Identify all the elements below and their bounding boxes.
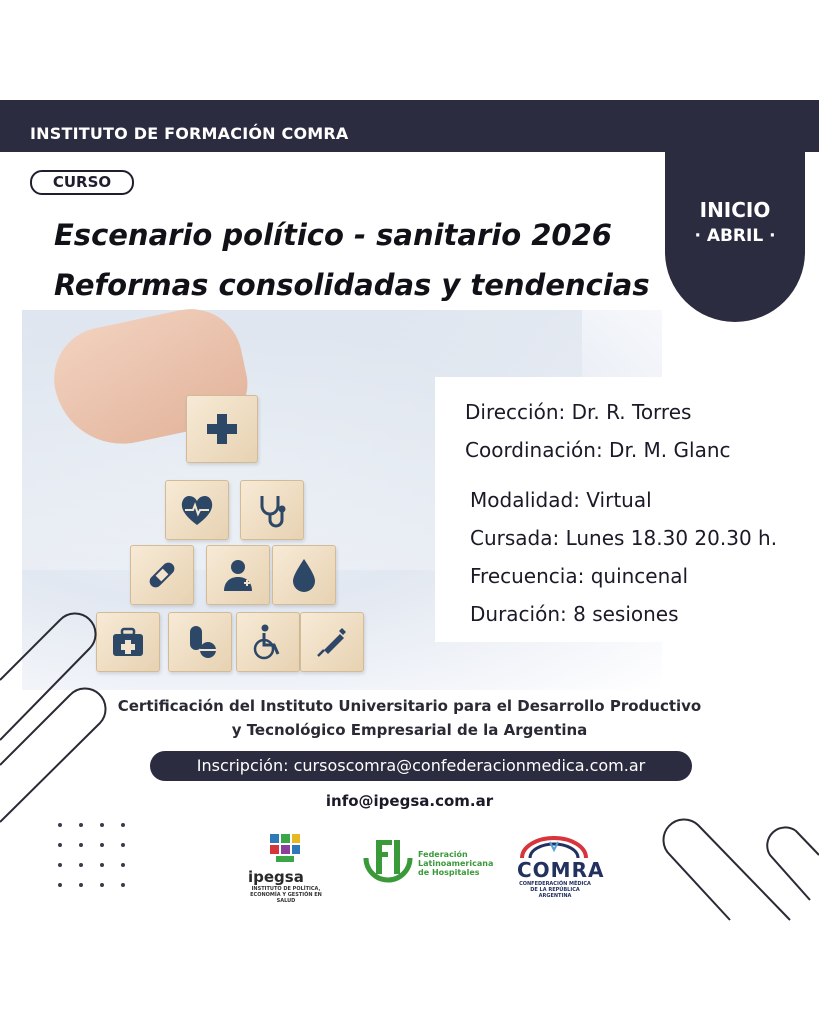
detail-modalidad: Modalidad: Virtual [470,488,652,512]
ipegsa-logo-subtitle: INSTITUTO DE POLÍTICA, ECONOMÍA Y GESTIÓN EN SALUD [250,886,322,904]
block-stethoscope [240,480,304,540]
start-label: INICIO [699,198,771,222]
registration-email[interactable]: Inscripción: cursoscomra@confederacionmedica.com.ar [150,751,692,781]
detail-duracion: Duración: 8 sesiones [470,602,679,626]
plus-icon [202,409,242,449]
stethoscope-icon [252,490,292,530]
detail-coordinacion: Coordinación: Dr. M. Glanc [465,438,731,462]
block-plus [186,395,258,463]
ipegsa-logo-icon [268,832,302,864]
block-pill [168,612,232,672]
drop-icon [284,555,324,595]
institute-title: INSTITUTO DE FORMACIÓN COMRA [30,124,349,143]
comra-logo-name: COMRA [517,858,605,882]
block-doctor [206,545,270,605]
block-drop [272,545,336,605]
course-tag: CURSO [30,170,134,195]
info-email[interactable]: info@ipegsa.com.ar [325,792,494,810]
decorative-arcs-right [640,800,819,940]
flh-logo-name: Federación Latinoamericana de Hospitales [418,850,494,877]
block-syringe [300,612,364,672]
start-month: · ABRIL · [694,226,776,246]
syringe-icon [312,622,352,662]
detail-frecuencia: Frecuencia: quincenal [470,564,689,588]
doctor-icon [218,555,258,595]
comra-logo-subtitle: CONFEDERACIÓN MÉDICA DE LA REPÚBLICA ARGENTINA [519,881,591,899]
certification-line-2: y Tecnológico Empresarial de la Argentina [231,721,588,739]
medical-kit-icon [108,622,148,662]
heart-pulse-icon [177,490,217,530]
flh-logo-icon [362,836,414,888]
pill-icon [180,622,220,662]
certification-line-1: Certificación del Instituto Universitario para el Desarrollo Productivo [117,697,702,715]
detail-cursada: Cursada: Lunes 18.30 20.30 h. [470,526,778,550]
block-bandage [130,545,194,605]
course-title-line-1: Escenario político - sanitario 2026 [54,218,612,252]
start-date-tab [665,100,805,322]
block-wheelchair [236,612,300,672]
comra-logo-arc [518,836,590,860]
course-title-line-2: Reformas consolidadas y tendencias [54,268,650,302]
bandage-icon [142,555,182,595]
detail-direccion: Dirección: Dr. R. Torres [465,400,692,424]
wheelchair-icon [248,622,288,662]
ipegsa-logo-name: ipegsa [248,868,304,886]
block-medical-kit [96,612,160,672]
dot-grid [58,823,128,893]
block-heart [165,480,229,540]
